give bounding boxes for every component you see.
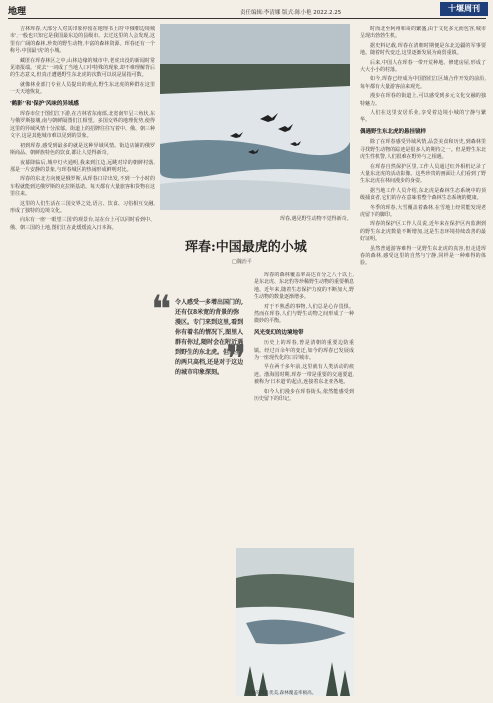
paragraph: 珲春的森林覆盖率高达百分之八十以上,是东北虎、东北豹等珍稀野生动物的重要栖息地。近年来,随着生态保护力度的不断加大,野生动物的数量逐渐增多。 (254, 272, 354, 301)
article-column-2 (254, 272, 354, 562)
paragraph: 早在两千多年前,这里就有人类活动的痕迹。渤海国时期,珲春一带是重要的交通要道,被称为'日本道'的起点,连接着东北亚各地。 (254, 364, 354, 386)
article-column-3 (360, 26, 486, 696)
paragraph: 历史上的珲春,曾是清朝的重要边防重镇。经过百余年的变迁,如今的珲春已发展成为一座现代化的口岸城市。 (254, 340, 354, 362)
paragraph: 珲春的东北方向便是俄罗斯,从珲春口岸出发,不到一个小时的车程就能到达俄罗斯的克拉斯基诺。每天都有大量旅客和货物在这里往来。 (10, 176, 155, 198)
article-column-1 (10, 26, 155, 696)
paragraph: 如今,珲春已经成为中国图们江区域合作开发的前沿,每年都有大量游客前来观光。 (360, 76, 486, 90)
top-photo (160, 24, 350, 210)
pull-quote-text: 令人感受一多增出国门的,还有仅8米宽的背景的弥漫区。专门来到这里,看到你有着名的情况下,图里人群有你过,随时会在附近遇到野生的东北虎。但乘坐的两只高档,还是对于这边的城市印象深刻。 (175, 299, 244, 376)
newspaper-brand: 十堰周刊 (440, 2, 488, 16)
paragraph: 人们在这里安居乐业,享受着边境小城的宁静与繁华。 (360, 110, 486, 124)
paragraph: 除了在珲春感受异域风情,品尝美食和历史,到森林里寻找野生动物的踪迹是很多人的期待之一。但是野生东北虎生性机警,人们很难在野外与之相遇。 (360, 139, 486, 161)
section-label: 地理 (8, 7, 27, 17)
article-author: □魏治平 (232, 259, 252, 265)
paragraph: 珲春的保护区工作人员说,近年来在保护区内监测到的野生东北虎数量不断增加,这是生态环境持续改善的最好证明。 (360, 221, 486, 243)
close-quote-icon: ❞ (226, 337, 247, 381)
subheading-1: '鹤影''和'保护'风味的异域感 (10, 100, 79, 107)
subheading-2: 风光变幻的边境地带 (254, 329, 304, 336)
paragraph: 冬季的珲春,大雪覆盖着森林,在雪地上经常能发现老虎留下的脚印。 (360, 204, 486, 218)
paragraph: 据史料记载,珲春在清朝时期便是东北边疆的军事要地。随着时代变迁,这里逐渐发展为商贸重镇。 (360, 42, 486, 57)
top-photo-caption: 珲春,遇见野生动物不觉得新奇。 (280, 216, 352, 222)
paragraph: 后来,中国人在珲春一带开荒种地、修建房屋,形成了大大小小的村落。 (360, 59, 486, 74)
paragraph: 在珲春自然保护区里,工作人员通过红外相机记录了大量东北虎的活动影像。这些珍贵的画面让人们看到了野生东北虎在林间漫步的身姿。 (360, 163, 486, 185)
page-header (0, 0, 493, 20)
header-rule (8, 18, 486, 19)
paragraph: 对于不熟悉的事物,人们总是心存畏惧。然而在珲春,人们与野生动物之间形成了一种微妙的平衡。 (254, 303, 354, 325)
paragraph: 漫步在珲春的街道上,可以感受到多元文化交融的独特魅力。 (360, 93, 486, 107)
paragraph: 藏匿在珲春林区之中,山林边缘的城市中,老虎出没的新闻时常见诸报端。'虎去'一词成了当地人口中特殊的现象,却不难理解背后的生态意义,但真正遭遇野生东北虎的次数可以说是屈指可数。 (10, 57, 155, 79)
paragraph: 如今人们漫步在珲春街头,依然能感受到历史留下的印记。 (254, 388, 354, 403)
bottom-photo (236, 548, 354, 696)
paragraph: 向东有一座'一眼望三国'的观景台,站在台上可以同时看到中、俄、朝三国的土地,图们江在此缓缓流入日本海。 (10, 217, 155, 231)
pull-quote (151, 287, 245, 376)
paragraph: 夜幕降临后,城中灯火通明,我来到江边,远眺对岸的朝鲜村落,那是一片安静的景象,与珲春城区的热闹形成鲜明对比。 (10, 159, 155, 173)
editor-meta: 责任编辑:李清娜 版式:陈小艳 2022.2.25 (240, 10, 342, 16)
paragraph: 初到珲春,感受到最多的就是这种异域风情。街边店铺的俄罗斯商品、朝鲜族特色的饮食,都让人觉得新奇。 (10, 142, 155, 157)
paragraph: 吉林珲春,大部分人对其印象停留在地理书上的'中俄朝边境城市',一般也只知它是我国最东边的县级市。去过这里的人会发现,这里有广阔的森林,珍贵的野生动物,丰富的森林资源。珲春还有一个称号:中国最'虎'的小城。 (10, 26, 155, 55)
bottom-photo-caption: 珲春的风景优美,森林覆盖率极高。 (246, 691, 317, 696)
paragraph: 据当地工作人员介绍,东北虎是森林生态系统中的顶级捕食者,它们的存在意味着整个森林生态系统的健康。 (360, 187, 486, 202)
paragraph: 珲春市位于图们江下游,在吉林省东南部,北宽南窄呈三角状,东与俄罗斯接壤,南与朝鲜隔图们江相望。多国交界的地理优势,使得这里的异域风情十分浓郁。街道上的招牌往往写着中、俄、朝三种文字,这是其他城市难以见到的景象。 (10, 111, 155, 140)
article-title: 珲春:中国最虎的小城 (185, 240, 307, 255)
paragraph: 时而北至阿州和哥的繁盛,由于文化多元而包容,城市呈现出勃勃生机。 (360, 26, 486, 40)
paragraph: 这里的人们生活在三国交界之处,语言、饮食、习俗相互交融,形成了独特的边境文化。 (10, 200, 155, 214)
subheading-3: 偶遇野生东北虎的悬挂镜样 (360, 128, 427, 135)
paragraph: 虽然普通游客难得一见野生东北虎的真容,但走进珲春的森林,感受这里的自然与宁静,同样是一种难得的体验。 (360, 245, 486, 267)
paragraph: 就像林业部门专业人员提出的观点,野生东北虎的种群在这里一天天地恢复。 (10, 81, 155, 96)
open-quote-icon: ❝ (151, 287, 172, 331)
